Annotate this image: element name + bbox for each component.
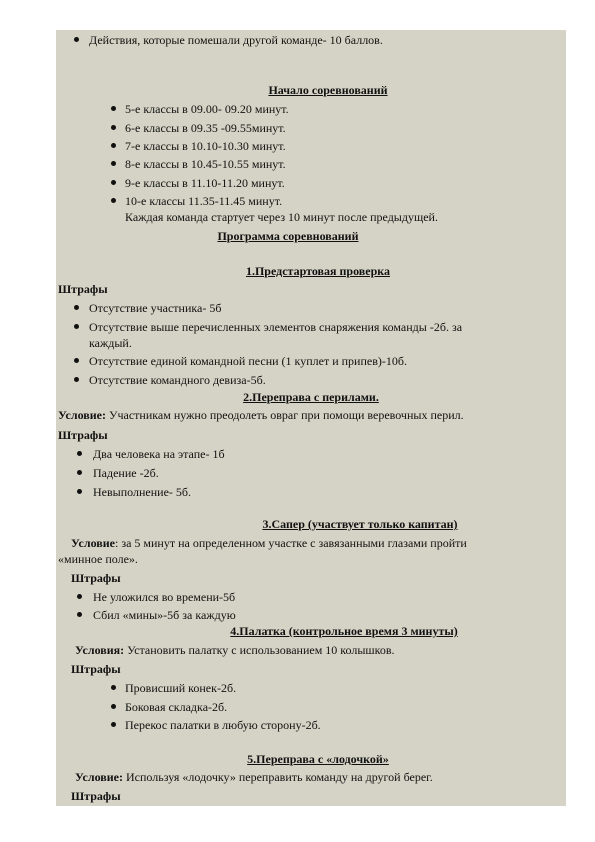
start-item: 9-е классы в 11.10-11.20 минут. xyxy=(125,176,285,190)
section4-condition-text: Установить палатку с использованием 10 колышков. xyxy=(124,643,395,657)
start-item: 6-е классы в 09.35 -09.55минут. xyxy=(125,121,286,135)
section2-heading: 2.Переправа с перилами. xyxy=(243,390,379,404)
start-heading: Начало соревнований xyxy=(268,83,388,97)
start-item: 8-е классы в 10.45-10.55 минут. xyxy=(125,157,286,171)
section4-condition-label: Условия: xyxy=(75,643,125,657)
section5-condition xyxy=(75,770,433,784)
section5-penalties-label: Штрафы xyxy=(71,789,121,803)
bullet xyxy=(77,470,82,475)
bullet xyxy=(74,324,79,329)
section1-item: Отсутствие единой командной песни (1 куплет и припев)-10б. xyxy=(89,354,407,368)
program-heading: Программа соревнований xyxy=(217,229,359,243)
section2-item: Падение -2б. xyxy=(93,466,159,480)
section4-penalties-label: Штрафы xyxy=(71,662,121,676)
section1-heading: 1.Предстартовая проверка xyxy=(245,264,391,278)
start-item: 5-е классы в 09.00- 09.20 минут. xyxy=(125,102,289,116)
section2-item: Два человека на этапе- 1б xyxy=(93,447,225,461)
bullet xyxy=(77,489,82,494)
start-item: 10-е классы 11.35-11.45 минут. xyxy=(125,194,283,208)
section3-item: Не уложился во времени-5б xyxy=(93,590,236,604)
bullet xyxy=(77,594,82,599)
section3-item: Сбил «мины»-5б за каждую xyxy=(93,608,236,622)
bullet xyxy=(111,125,116,130)
section4-item: Провисший конек-2б. xyxy=(125,681,237,695)
bullet xyxy=(111,106,116,111)
bullet xyxy=(111,180,116,185)
bullet xyxy=(77,612,82,617)
section1-penalties-label: Штрафы xyxy=(58,282,108,296)
section5-condition-label: Условие: xyxy=(75,770,123,784)
section2-condition xyxy=(58,408,464,422)
bullet xyxy=(74,358,79,363)
bullet xyxy=(111,704,116,709)
section5-heading: 5.Переправа с «лодочкой» xyxy=(247,752,389,766)
section2-condition-text: Участникам нужно преодолеть овраг при помощи веревочных перил. xyxy=(106,408,464,422)
section4-heading: 4.Палатка (контрольное время 3 минуты) xyxy=(230,624,458,638)
bullet xyxy=(74,377,79,382)
bullet xyxy=(74,305,79,310)
section2-condition-label: Условие: xyxy=(58,408,106,422)
bullet xyxy=(111,722,116,727)
section3-penalties-label: Штрафы xyxy=(71,571,121,585)
section3-condition-text: : за 5 минут на определенном участке с завязанными глазами пройти xyxy=(115,536,467,550)
section2-item: Невыполнение- 5б. xyxy=(93,485,191,499)
bullet xyxy=(111,143,116,148)
bullet xyxy=(77,451,82,456)
section4-condition xyxy=(75,643,395,657)
section3-heading: 3.Сапер (участвует только капитан) xyxy=(262,517,458,531)
start-item: 7-е классы в 10.10-10.30 минут. xyxy=(125,139,286,153)
section1-item: Отсутствие выше перечисленных элементов снаряжения команды -2б. за xyxy=(89,320,463,334)
bullet xyxy=(111,198,116,203)
section1-item: Отсутствие командного девиза-5б. xyxy=(89,373,266,387)
section4-item: Перекос палатки в любую сторону-2б. xyxy=(125,718,321,732)
section1-item-cont: каждый. xyxy=(89,336,132,350)
bullet xyxy=(111,685,116,690)
bullet xyxy=(74,37,79,42)
section1-item: Отсутствие участника- 5б xyxy=(89,301,222,315)
section3-condition-label: Условие xyxy=(71,536,115,550)
bullet xyxy=(111,161,116,166)
section2-penalties-label: Штрафы xyxy=(58,428,108,442)
section4-item: Боковая складка-2б. xyxy=(125,700,228,714)
section3-condition xyxy=(71,536,467,550)
section5-condition-text: Используя «лодочку» переправить команду на другой берег. xyxy=(123,770,433,784)
start-note: Каждая команда стартует через 10 минут после предыдущей. xyxy=(125,210,438,224)
section3-condition-cont: «минное поле». xyxy=(58,552,138,566)
intro-item: Действия, которые помешали другой команде- 10 баллов. xyxy=(89,33,383,47)
